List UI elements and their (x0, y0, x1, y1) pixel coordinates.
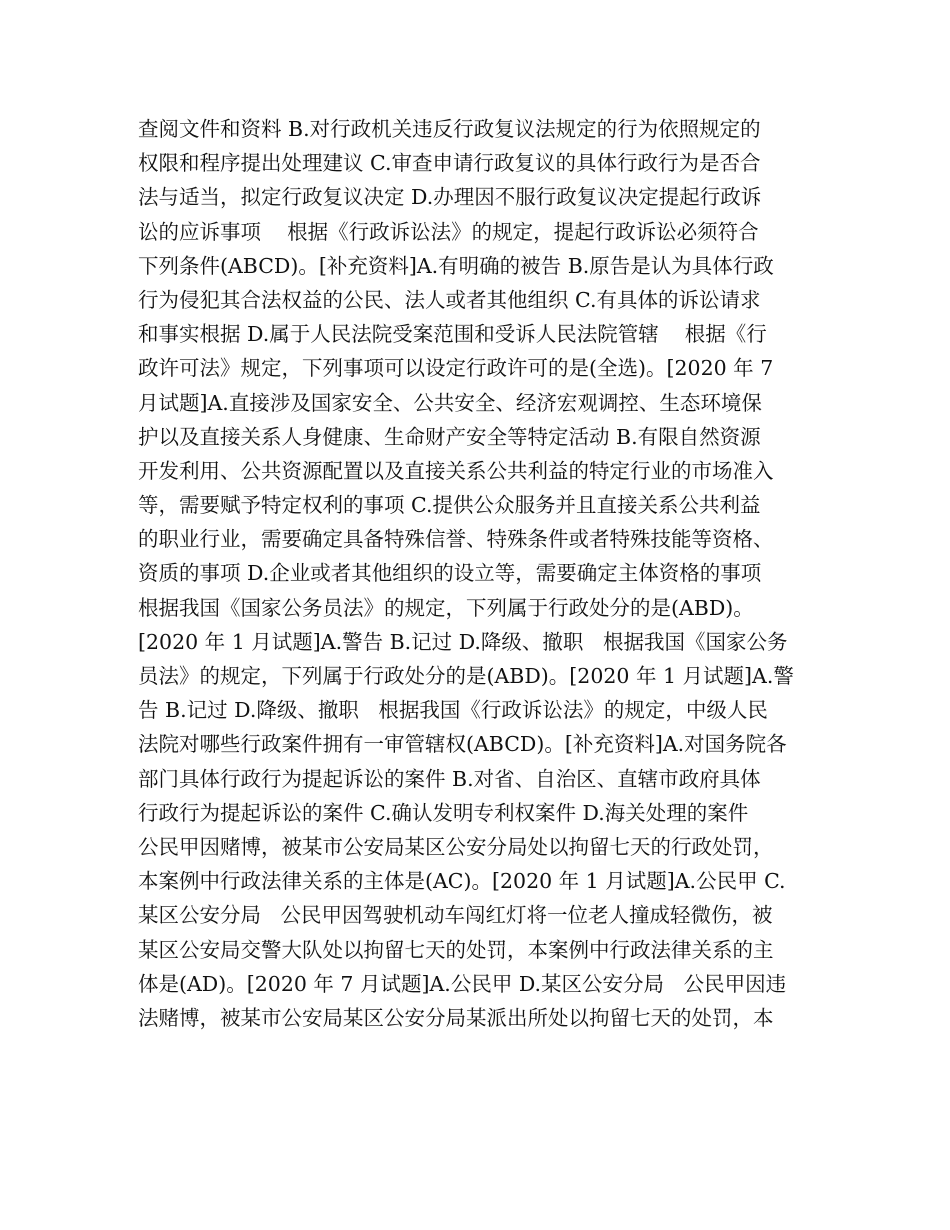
text-line: 行政行为提起诉讼的案件 C.确认发明专利权案件 D.海关处理的案件 (138, 800, 749, 825)
text-line: 根据我国《国家公务员法》的规定，下列属于行政处分的是(ABD)。 (138, 595, 754, 620)
text-line: 月试题]A.直接涉及国家安全、公共安全、经济宏观调控、生态环境保 (138, 390, 762, 415)
text-line: 行为侵犯其合法权益的公民、法人或者其他组织 C.有具体的诉讼请求 (138, 287, 761, 312)
text-line: 某区公安分局 公民甲因驾驶机动车闯红灯将一位老人撞成轻微伤，被 (138, 903, 773, 928)
text-line: 的职业行业，需要确定具备特殊信誉、特殊条件或者特殊技能等资格、 (138, 527, 774, 552)
text-line: 体是(AD)。[2020 年 7 月试题]A.公民甲 D.某区公安分局 公民甲因违 (138, 971, 787, 996)
text-line: 法与适当，拟定行政复议决定 D.办理因不服行政复议决定提起行政诉 (138, 185, 762, 210)
text-line: 查阅文件和资料 B.对行政机关违反行政复议法规定的行为依照规定的 (138, 117, 761, 141)
text-line: 等，需要赋予特定权利的事项 C.提供公众服务并且直接关系公共利益 (138, 493, 761, 518)
text-line: [2020 年 1 月试题]A.警告 B.记过 D.降级、撤职 根据我国《国家公务 (138, 629, 788, 654)
text-line: 护以及直接关系人身健康、生命财产安全等特定活动 B.有限自然资源 (138, 424, 761, 449)
text-line: 员法》的规定，下列属于行政处分的是(ABD)。[2020 年 1 月试题]A.警 (138, 664, 794, 688)
text-line: 公民甲因赌博，被某市公安局某区公安分局处以拘留七天的行政处罚， (138, 834, 774, 859)
text-line: 开发利用、公共资源配置以及直接关系公共利益的特定行业的市场准入 (138, 458, 774, 483)
text-line: 某区公安局交警大队处以拘留七天的处罚，本案例中行政法律关系的主 (138, 937, 774, 962)
text-line: 法院对哪些行政案件拥有一审管辖权(ABCD)。[补充资料]A.对国务院各 (138, 732, 787, 757)
text-line: 部门具体行政行为提起诉讼的案件 B.对省、自治区、直辖市政府具体 (138, 766, 761, 791)
text-line: 下列条件(ABCD)。[补充资料]A.有明确的被告 B.原告是认为具体行政 (138, 253, 774, 278)
text-line: 讼的应诉事项 根据《行政诉讼法》的规定，提起行政诉讼必须符合 (138, 219, 759, 244)
text-line: 权限和程序提出处理建议 C.审查申请行政复议的具体行政行为是否合 (138, 151, 761, 176)
document-body (138, 112, 818, 1035)
text-line: 本案例中行政法律关系的主体是(AC)。[2020 年 1 月试题]A.公民甲 C. (138, 869, 786, 894)
text-line: 法赌博，被某市公安局某区公安分局某派出所处以拘留七天的处罚，本 (138, 1005, 774, 1030)
text-line: 和事实根据 D.属于人民法院受案范围和受诉人民法院管辖 根据《行 (138, 322, 767, 347)
text-line: 资质的事项 D.企业或者其他组织的设立等，需要确定主体资格的事项 (138, 561, 762, 586)
text-line: 政许可法》规定，下列事项可以设定行政许可的是(全选)。[2020 年 7 (138, 356, 774, 381)
text-line: 告 B.记过 D.降级、撤职 根据我国《行政诉讼法》的规定，中级人民 (138, 698, 768, 723)
